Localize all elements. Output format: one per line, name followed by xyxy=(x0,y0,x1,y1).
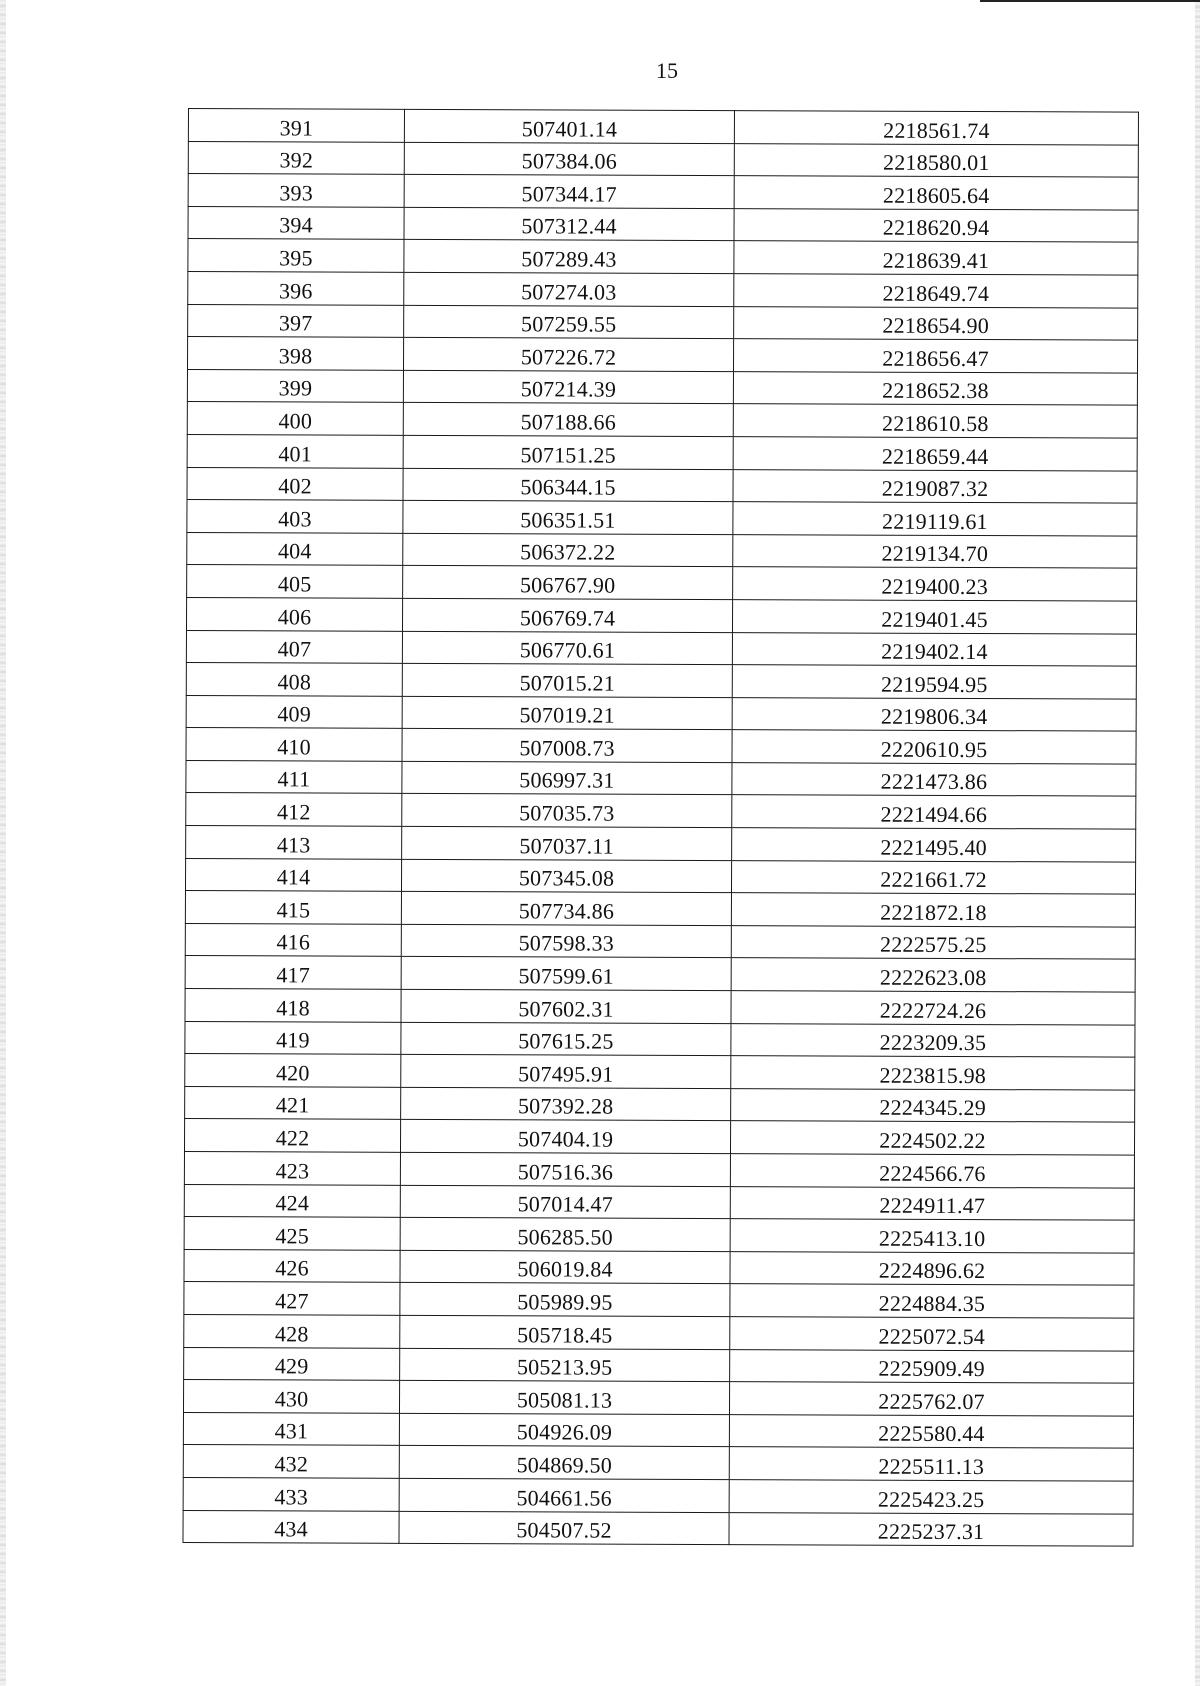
point-number-cell: 410 xyxy=(186,728,402,761)
table-row xyxy=(186,760,1136,796)
point-number-cell: 420 xyxy=(185,1054,401,1087)
point-number-cell: 406 xyxy=(186,597,402,630)
x-coordinate-cell: 505213.95 xyxy=(400,1348,730,1382)
table-row xyxy=(187,565,1137,601)
table-row xyxy=(185,956,1135,992)
x-coordinate-cell: 507312.44 xyxy=(404,207,734,241)
y-coordinate-cell: 2225762.07 xyxy=(729,1382,1133,1416)
y-coordinate-cell: 2225413.10 xyxy=(730,1219,1134,1253)
point-number-cell: 408 xyxy=(186,663,402,696)
point-number-cell: 400 xyxy=(187,402,403,435)
x-coordinate-cell: 507516.36 xyxy=(400,1152,730,1186)
point-number-cell: 412 xyxy=(186,793,402,826)
point-number-cell: 430 xyxy=(183,1380,399,1413)
y-coordinate-cell: 2222575.25 xyxy=(731,925,1135,959)
table-row xyxy=(186,793,1136,829)
point-number-cell: 409 xyxy=(186,695,402,728)
x-coordinate-cell: 507259.55 xyxy=(404,305,734,339)
table-row xyxy=(188,174,1138,210)
point-number-cell: 427 xyxy=(184,1282,400,1315)
x-coordinate-cell: 507019.21 xyxy=(402,696,732,730)
y-coordinate-cell: 2225909.49 xyxy=(730,1349,1134,1383)
x-coordinate-cell: 507015.21 xyxy=(402,663,732,697)
y-coordinate-cell: 2224911.47 xyxy=(730,1186,1134,1220)
x-coordinate-cell: 507345.08 xyxy=(401,859,731,893)
point-number-cell: 419 xyxy=(185,1021,401,1054)
table-row xyxy=(185,1054,1135,1090)
point-number-cell: 414 xyxy=(185,858,401,891)
x-coordinate-cell: 507035.73 xyxy=(402,794,732,828)
y-coordinate-cell: 2218620.94 xyxy=(734,208,1138,242)
x-coordinate-cell: 505718.45 xyxy=(400,1315,730,1349)
point-number-cell: 433 xyxy=(183,1477,399,1510)
x-coordinate-cell: 506351.51 xyxy=(403,500,733,534)
table-row xyxy=(188,141,1138,177)
point-number-cell: 402 xyxy=(187,467,403,500)
table-row xyxy=(188,109,1138,145)
top-right-rule xyxy=(980,0,1200,2)
point-number-cell: 404 xyxy=(187,532,403,565)
table-row xyxy=(186,826,1136,862)
x-coordinate-cell: 507037.11 xyxy=(402,826,732,860)
x-coordinate-cell: 504869.50 xyxy=(399,1446,729,1480)
scan-left-edge xyxy=(0,0,6,1686)
table-row xyxy=(184,1249,1134,1285)
x-coordinate-cell: 507289.43 xyxy=(404,240,734,274)
y-coordinate-cell: 2225511.13 xyxy=(729,1447,1133,1481)
x-coordinate-cell: 507188.66 xyxy=(403,403,733,437)
table-row xyxy=(185,1021,1135,1057)
y-coordinate-cell: 2224566.76 xyxy=(730,1154,1134,1188)
table-row xyxy=(184,1151,1134,1187)
table-row xyxy=(185,1086,1135,1122)
y-coordinate-cell: 2224896.62 xyxy=(730,1251,1134,1285)
x-coordinate-cell: 507274.03 xyxy=(404,272,734,306)
x-coordinate-cell: 507401.14 xyxy=(404,109,734,143)
point-number-cell: 422 xyxy=(184,1119,400,1152)
point-number-cell: 434 xyxy=(183,1510,399,1543)
y-coordinate-cell: 2223209.35 xyxy=(731,1023,1135,1057)
x-coordinate-cell: 507214.39 xyxy=(403,370,733,404)
x-coordinate-cell: 507404.19 xyxy=(400,1120,730,1154)
x-coordinate-cell: 506344.15 xyxy=(403,468,733,502)
x-coordinate-cell: 507151.25 xyxy=(403,435,733,469)
y-coordinate-cell: 2220610.95 xyxy=(732,730,1136,764)
table-row xyxy=(183,1510,1133,1546)
y-coordinate-cell: 2218652.38 xyxy=(733,371,1137,405)
table-row xyxy=(186,695,1136,731)
table-row xyxy=(187,467,1137,503)
table-row xyxy=(187,337,1137,373)
table-row xyxy=(185,923,1135,959)
table-row xyxy=(188,271,1138,307)
table-row xyxy=(188,206,1138,242)
y-coordinate-cell: 2224884.35 xyxy=(730,1284,1134,1318)
y-coordinate-cell: 2223815.98 xyxy=(731,1056,1135,1090)
point-number-cell: 417 xyxy=(185,956,401,989)
y-coordinate-cell: 2219119.61 xyxy=(733,502,1137,536)
y-coordinate-cell: 2219402.14 xyxy=(732,632,1136,666)
x-coordinate-cell: 506767.90 xyxy=(403,566,733,600)
table-row xyxy=(186,663,1136,699)
x-coordinate-cell: 507495.91 xyxy=(401,1055,731,1089)
y-coordinate-cell: 2221494.66 xyxy=(732,795,1136,829)
coordinate-table xyxy=(182,108,1139,1547)
point-number-cell: 396 xyxy=(188,271,404,304)
table-row xyxy=(184,1217,1134,1253)
x-coordinate-cell: 506019.84 xyxy=(400,1250,730,1284)
table-row xyxy=(187,532,1137,568)
x-coordinate-cell: 506997.31 xyxy=(402,761,732,795)
y-coordinate-cell: 2221495.40 xyxy=(732,828,1136,862)
x-coordinate-cell: 507226.72 xyxy=(403,337,733,371)
point-number-cell: 391 xyxy=(188,109,404,142)
point-number-cell: 403 xyxy=(187,500,403,533)
point-number-cell: 394 xyxy=(188,206,404,239)
x-coordinate-cell: 507598.33 xyxy=(401,924,731,958)
point-number-cell: 392 xyxy=(188,141,404,174)
point-number-cell: 429 xyxy=(184,1347,400,1380)
x-coordinate-cell: 507008.73 xyxy=(402,729,732,763)
y-coordinate-cell: 2219087.32 xyxy=(733,469,1137,503)
y-coordinate-cell: 2218605.64 xyxy=(734,176,1138,210)
table-row xyxy=(183,1477,1133,1513)
point-number-cell: 398 xyxy=(187,337,403,370)
table-row xyxy=(184,1314,1134,1350)
point-number-cell: 428 xyxy=(184,1314,400,1347)
y-coordinate-cell: 2219401.45 xyxy=(732,600,1136,634)
point-number-cell: 407 xyxy=(186,630,402,663)
point-number-cell: 395 xyxy=(188,239,404,272)
table-row xyxy=(184,1282,1134,1318)
y-coordinate-cell: 2219594.95 xyxy=(732,665,1136,699)
table-row xyxy=(186,630,1136,666)
point-number-cell: 426 xyxy=(184,1249,400,1282)
table-row xyxy=(186,597,1136,633)
y-coordinate-cell: 2218659.44 xyxy=(733,437,1137,471)
table-row xyxy=(183,1445,1133,1481)
table-row xyxy=(187,402,1137,438)
y-coordinate-cell: 2219806.34 xyxy=(732,697,1136,731)
y-coordinate-cell: 2219400.23 xyxy=(733,567,1137,601)
y-coordinate-cell: 2218649.74 xyxy=(734,274,1138,308)
table-row xyxy=(187,434,1137,470)
table-row xyxy=(185,989,1135,1025)
point-number-cell: 416 xyxy=(185,923,401,956)
y-coordinate-cell: 2222623.08 xyxy=(731,958,1135,992)
y-coordinate-cell: 2219134.70 xyxy=(733,534,1137,568)
page-number: 15 xyxy=(656,58,678,83)
y-coordinate-cell: 2221473.86 xyxy=(732,762,1136,796)
x-coordinate-cell: 507344.17 xyxy=(404,175,734,209)
table-row xyxy=(184,1347,1134,1383)
table-row xyxy=(184,1184,1134,1220)
x-coordinate-cell: 505081.13 xyxy=(399,1380,729,1414)
point-number-cell: 431 xyxy=(183,1412,399,1445)
point-number-cell: 393 xyxy=(188,174,404,207)
y-coordinate-cell: 2218580.01 xyxy=(734,143,1138,177)
table-row xyxy=(184,1119,1134,1155)
y-coordinate-cell: 2225423.25 xyxy=(729,1480,1133,1514)
table-row xyxy=(187,500,1137,536)
x-coordinate-cell: 507014.47 xyxy=(400,1185,730,1219)
x-coordinate-cell: 507734.86 xyxy=(401,892,731,926)
y-coordinate-cell: 2221872.18 xyxy=(731,893,1135,927)
x-coordinate-cell: 507599.61 xyxy=(401,957,731,991)
table-row xyxy=(188,239,1138,275)
y-coordinate-cell: 2225237.31 xyxy=(729,1512,1133,1546)
point-number-cell: 418 xyxy=(185,989,401,1022)
y-coordinate-cell: 2221661.72 xyxy=(731,860,1135,894)
table-row xyxy=(185,891,1135,927)
point-number-cell: 399 xyxy=(187,369,403,402)
table-row xyxy=(187,369,1137,405)
table-row xyxy=(188,304,1138,340)
x-coordinate-cell: 504507.52 xyxy=(399,1511,729,1545)
point-number-cell: 401 xyxy=(187,434,403,467)
y-coordinate-cell: 2218561.74 xyxy=(734,111,1138,145)
x-coordinate-cell: 507384.06 xyxy=(404,142,734,176)
point-number-cell: 432 xyxy=(183,1445,399,1478)
point-number-cell: 423 xyxy=(184,1151,400,1184)
table-row xyxy=(183,1412,1133,1448)
y-coordinate-cell: 2225580.44 xyxy=(729,1414,1133,1448)
point-number-cell: 411 xyxy=(186,760,402,793)
x-coordinate-cell: 505989.95 xyxy=(400,1283,730,1317)
table-row xyxy=(186,728,1136,764)
coordinate-table-body xyxy=(183,109,1138,1547)
point-number-cell: 405 xyxy=(187,565,403,598)
point-number-cell: 421 xyxy=(185,1086,401,1119)
y-coordinate-cell: 2225072.54 xyxy=(730,1317,1134,1351)
table-row xyxy=(183,1380,1133,1416)
point-number-cell: 425 xyxy=(184,1217,400,1250)
y-coordinate-cell: 2224345.29 xyxy=(731,1088,1135,1122)
point-number-cell: 424 xyxy=(184,1184,400,1217)
x-coordinate-cell: 504661.56 xyxy=(399,1478,729,1512)
table-row xyxy=(185,858,1135,894)
y-coordinate-cell: 2222724.26 xyxy=(731,991,1135,1025)
scan-right-edge xyxy=(1195,0,1200,1686)
x-coordinate-cell: 506372.22 xyxy=(403,533,733,567)
y-coordinate-cell: 2218656.47 xyxy=(733,339,1137,373)
x-coordinate-cell: 506285.50 xyxy=(400,1218,730,1252)
x-coordinate-cell: 507602.31 xyxy=(401,989,731,1023)
x-coordinate-cell: 504926.09 xyxy=(399,1413,729,1447)
point-number-cell: 397 xyxy=(188,304,404,337)
point-number-cell: 415 xyxy=(185,891,401,924)
point-number-cell: 413 xyxy=(186,826,402,859)
x-coordinate-cell: 506769.74 xyxy=(402,598,732,632)
y-coordinate-cell: 2224502.22 xyxy=(730,1121,1134,1155)
y-coordinate-cell: 2218610.58 xyxy=(733,404,1137,438)
x-coordinate-cell: 507615.25 xyxy=(401,1022,731,1056)
y-coordinate-cell: 2218639.41 xyxy=(734,241,1138,275)
x-coordinate-cell: 506770.61 xyxy=(402,631,732,665)
y-coordinate-cell: 2218654.90 xyxy=(734,306,1138,340)
x-coordinate-cell: 507392.28 xyxy=(401,1087,731,1121)
